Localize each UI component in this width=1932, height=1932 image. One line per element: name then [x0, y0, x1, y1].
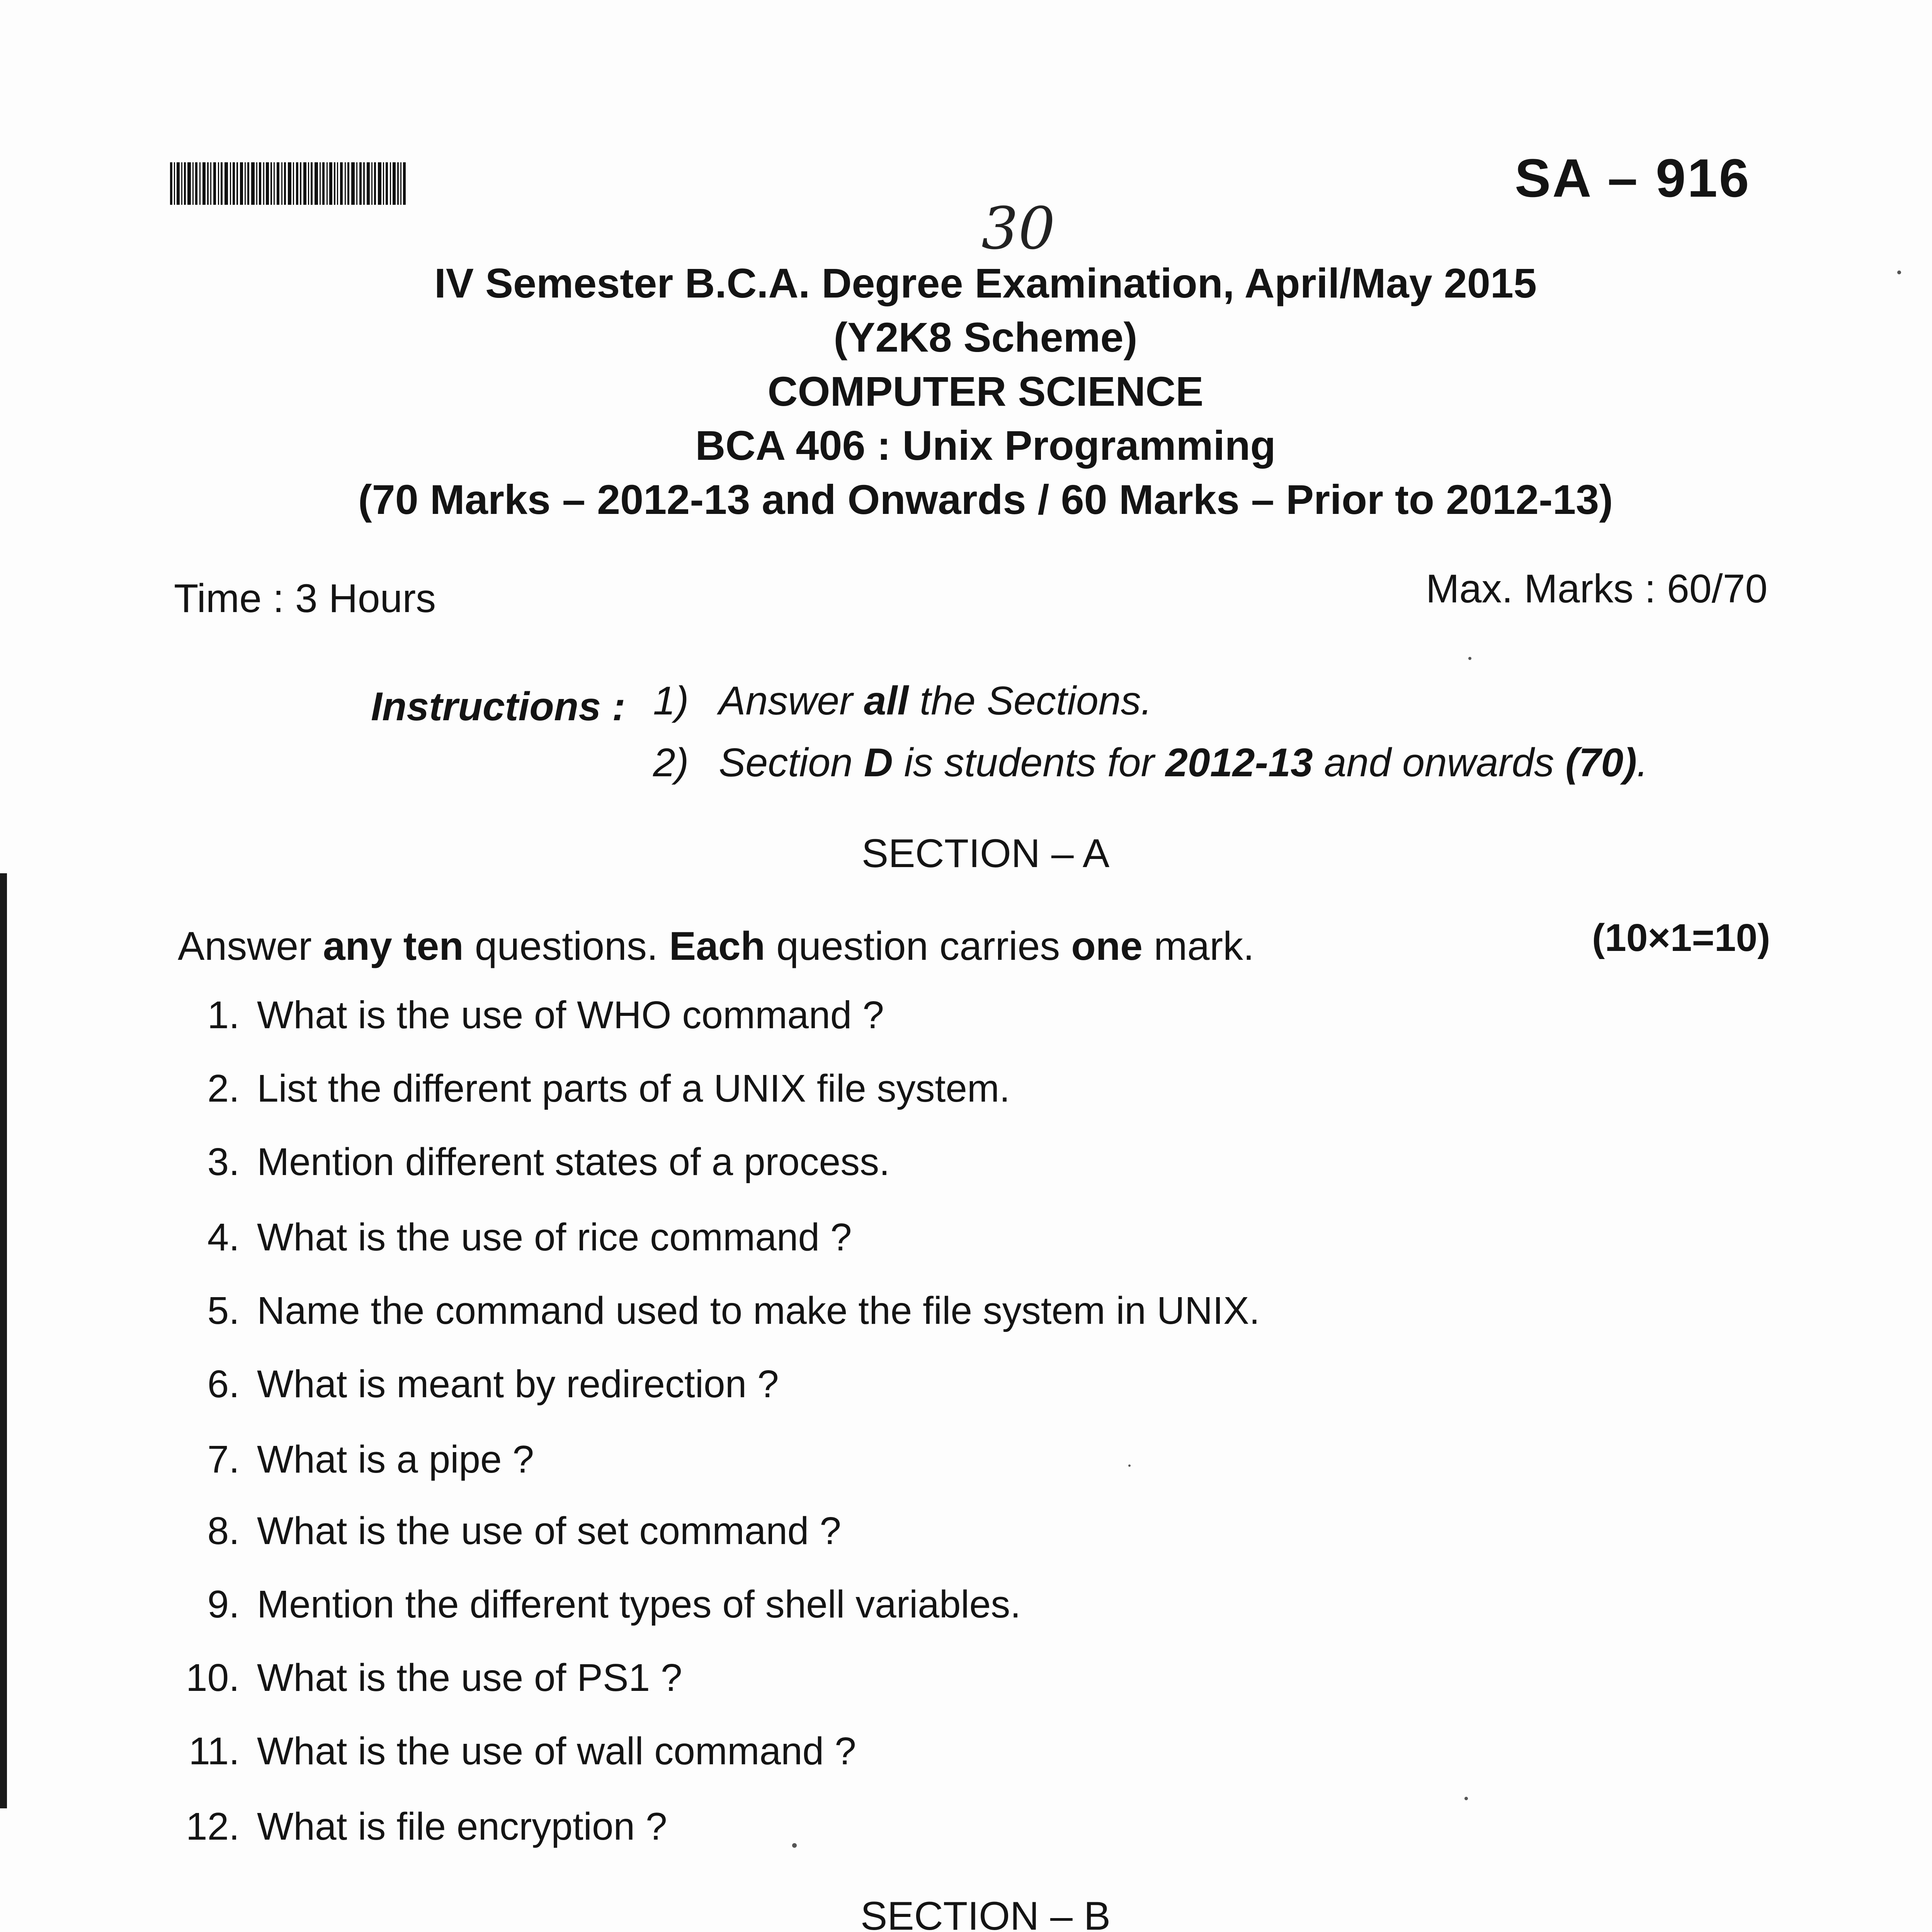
question-text: What is the use of WHO command ?	[257, 993, 884, 1037]
scan-speck	[792, 1843, 797, 1848]
question-number: 11.	[189, 1730, 240, 1773]
exam-time: Time : 3 Hours	[174, 576, 436, 621]
exam-scheme: (Y2K8 Scheme)	[833, 314, 1138, 361]
question-number: 7.	[207, 1438, 240, 1481]
question-number: 1.	[207, 993, 240, 1037]
question-text: What is the use of PS1 ?	[257, 1656, 682, 1699]
question-number: 6.	[207, 1362, 240, 1406]
section-b-title: SECTION – B	[860, 1894, 1111, 1932]
question-text: Name the command used to make the file system in UNIX.	[257, 1289, 1260, 1332]
question-text: Mention the different types of shell variables.	[257, 1583, 1021, 1626]
scan-speck	[1464, 1797, 1468, 1800]
question-text: What is meant by redirection ?	[257, 1362, 779, 1406]
scan-edge-shadow	[0, 873, 7, 1808]
exam-title: IV Semester B.C.A. Degree Examination, April/May 2015	[434, 260, 1537, 306]
instruction-number: 2)	[653, 740, 689, 785]
scan-speck	[1468, 657, 1471, 660]
question-number: 3.	[207, 1140, 240, 1184]
exam-marks-note: (70 Marks – 2012-13 and Onwards / 60 Marks – Prior to 2012-13)	[358, 476, 1613, 523]
question-text: List the different parts of a UNIX file system.	[257, 1067, 1010, 1110]
instructions-label: Instructions :	[371, 684, 626, 729]
question-number: 2.	[207, 1067, 240, 1110]
paper-code: SA – 916	[1515, 148, 1751, 208]
question-number: 10.	[185, 1656, 240, 1699]
question-text: What is the use of rice command ?	[257, 1216, 852, 1259]
scan-speck	[1128, 1464, 1131, 1467]
scan-speck	[1897, 270, 1901, 274]
question-text: What is file encryption ?	[257, 1805, 667, 1848]
barcode-icon	[170, 162, 406, 205]
instruction-text: Answer all the Sections.	[719, 679, 1152, 723]
section-a-title: SECTION – A	[861, 831, 1110, 876]
section-a-marks: (10×1=10)	[1592, 916, 1770, 959]
instruction-text: Section D is students for 2012-13 and onwards (70).	[719, 740, 1648, 785]
question-text: What is the use of set command ?	[257, 1509, 841, 1553]
question-text: Mention different states of a process.	[257, 1140, 890, 1184]
exam-max-marks: Max. Marks : 60/70	[1426, 566, 1768, 611]
exam-course: BCA 406 : Unix Programming	[695, 422, 1276, 469]
instruction-number: 1)	[653, 679, 689, 723]
question-text: What is a pipe ?	[257, 1438, 534, 1481]
section-a-instruction: Answer any ten questions. Each question carries one mark.	[178, 924, 1255, 969]
question-text: What is the use of wall command ?	[257, 1730, 856, 1773]
handwritten-mark: 30	[981, 195, 1055, 262]
question-number: 9.	[207, 1583, 240, 1626]
question-number: 4.	[207, 1216, 240, 1259]
question-number: 5.	[207, 1289, 240, 1332]
question-number: 8.	[207, 1509, 240, 1553]
exam-subject: COMPUTER SCIENCE	[767, 368, 1204, 415]
question-number: 12.	[185, 1805, 240, 1848]
